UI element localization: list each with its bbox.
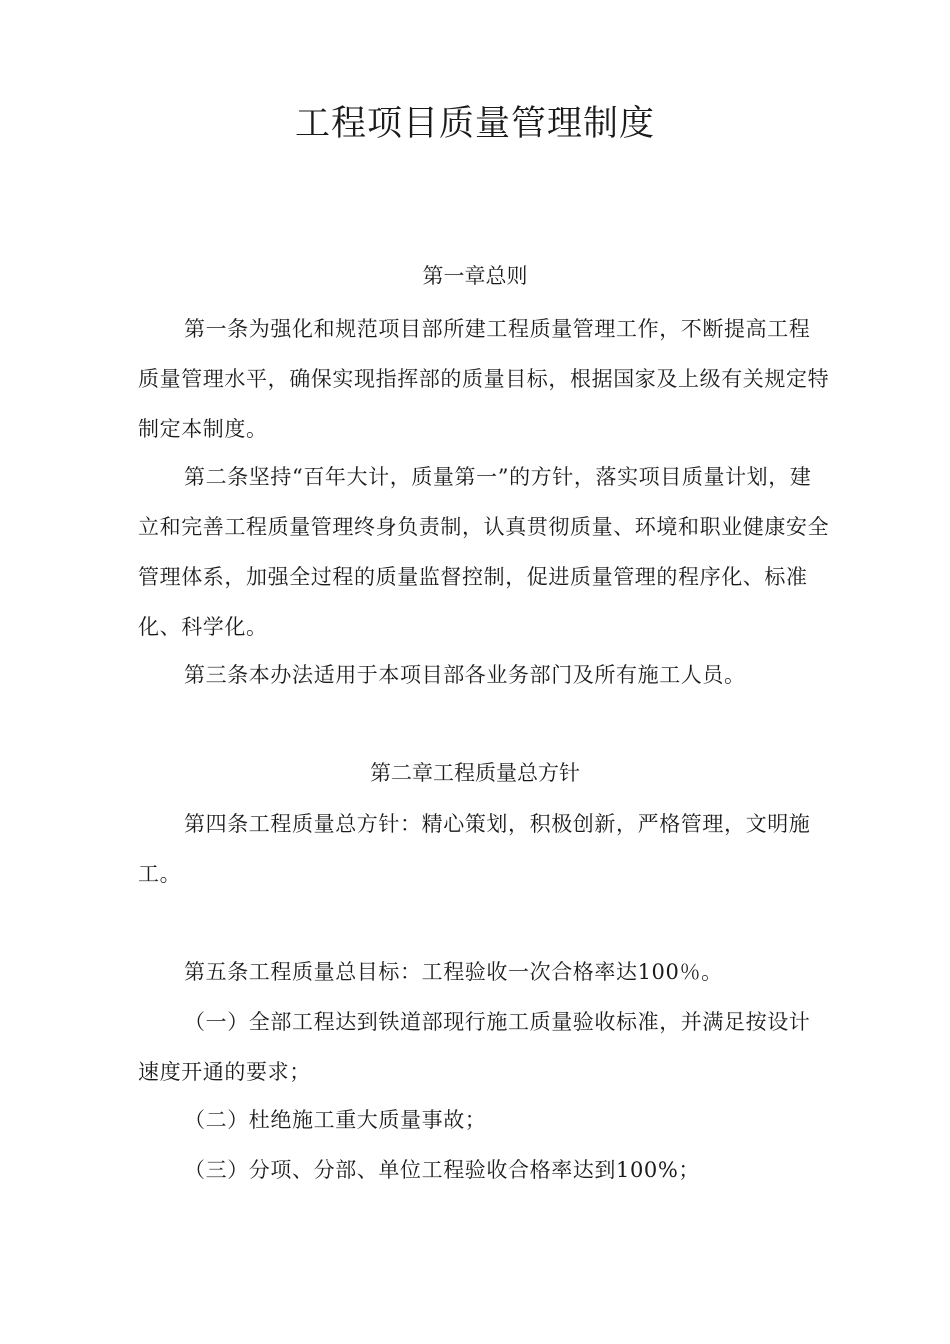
article-4: 第四条工程质量总方针：精心策划，积极创新，严格管理，文明施工。 — [138, 812, 811, 886]
article-2: 第二条坚持“百年大计，质量第一”的方针，落实项目质量计划，建立和完善工程质量管理终身负责制，认真贯彻质量、环境和职业健康安全管理体系，加强全过程的质量监督控制，促进质量管理的程序化、标准化、科学化。 — [138, 465, 830, 639]
article-5: 第五条工程质量总目标：工程验收一次合格率达100％。 — [184, 960, 723, 984]
article-5-item-2: （二）杜绝施工重大质量事故； — [184, 1108, 487, 1132]
article-3: 第三条本办法适用于本项目部各业务部门及所有施工人员。 — [184, 663, 746, 687]
article-5-item-1: （一）全部工程达到铁道部现行施工质量验收标准，并满足按设计速度开通的要求； — [138, 1010, 811, 1084]
article-1: 第一条为强化和规范项目部所建工程质量管理工作，不断提高工程质量管理水平，确保实现指挥部的质量目标，根据国家及上级有关规定特制定本制度。 — [138, 317, 830, 441]
chapter-2-heading: 第二章工程质量总方针 — [370, 761, 580, 785]
article-5-item-3: （三）分项、分部、单位工程验收合格率达到100%； — [184, 1158, 701, 1182]
chapter-1-heading: 第一章总则 — [422, 264, 528, 288]
document-title: 工程项目质量管理制度 — [294, 104, 655, 144]
